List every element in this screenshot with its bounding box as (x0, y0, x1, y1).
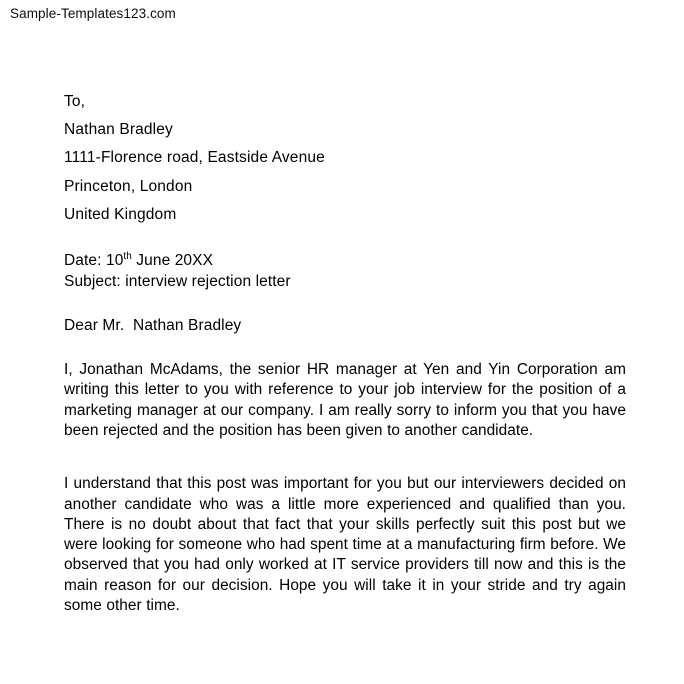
address-recipient-name: Nathan Bradley (64, 121, 173, 139)
recipient-address-block (64, 88, 626, 229)
date-day: 10 (105, 252, 124, 270)
date-line (64, 251, 626, 272)
date-ordinal-suffix: th (123, 250, 132, 262)
letter-meta-block (64, 251, 626, 292)
address-country: United Kingdom (64, 205, 177, 223)
subject-line: Subject: interview rejection letter (64, 272, 291, 290)
address-city-region: Princeton, London (64, 177, 193, 195)
date-rest: June 20XX (131, 252, 214, 270)
site-watermark: Sample-Templates123.com (10, 6, 176, 21)
letter-salutation: Dear Mr. Nathan Bradley (64, 317, 242, 335)
address-to-label: To, (64, 93, 86, 110)
address-street: 1111-Florence road, Eastside Avenue (64, 149, 325, 167)
date-label: Date: (64, 252, 106, 270)
letter-paragraph-1: I, Jonathan McAdams, the senior HR manager at Yen and Yin Corporation am writing this letter to you with reference to your job interview for the position of a marketing manager at our company. I am really sorry to inform you that you have been rejected and the position has been given to another candidate. (64, 361, 626, 439)
letter-paragraph-2: I understand that this post was important for you but our interviewers decided on another candidate who was a little more experienced and qualified than you. There is no doubt about that fact that your skills perfectly suit this post but we were looking for someone who had spent time at a manufacturing firm before. We observed that you had only worked at IT service providers till now and this is the main reason for our decision. Hope you will take it in your stride and try again some other time. (64, 475, 626, 614)
letter-content (64, 88, 626, 632)
